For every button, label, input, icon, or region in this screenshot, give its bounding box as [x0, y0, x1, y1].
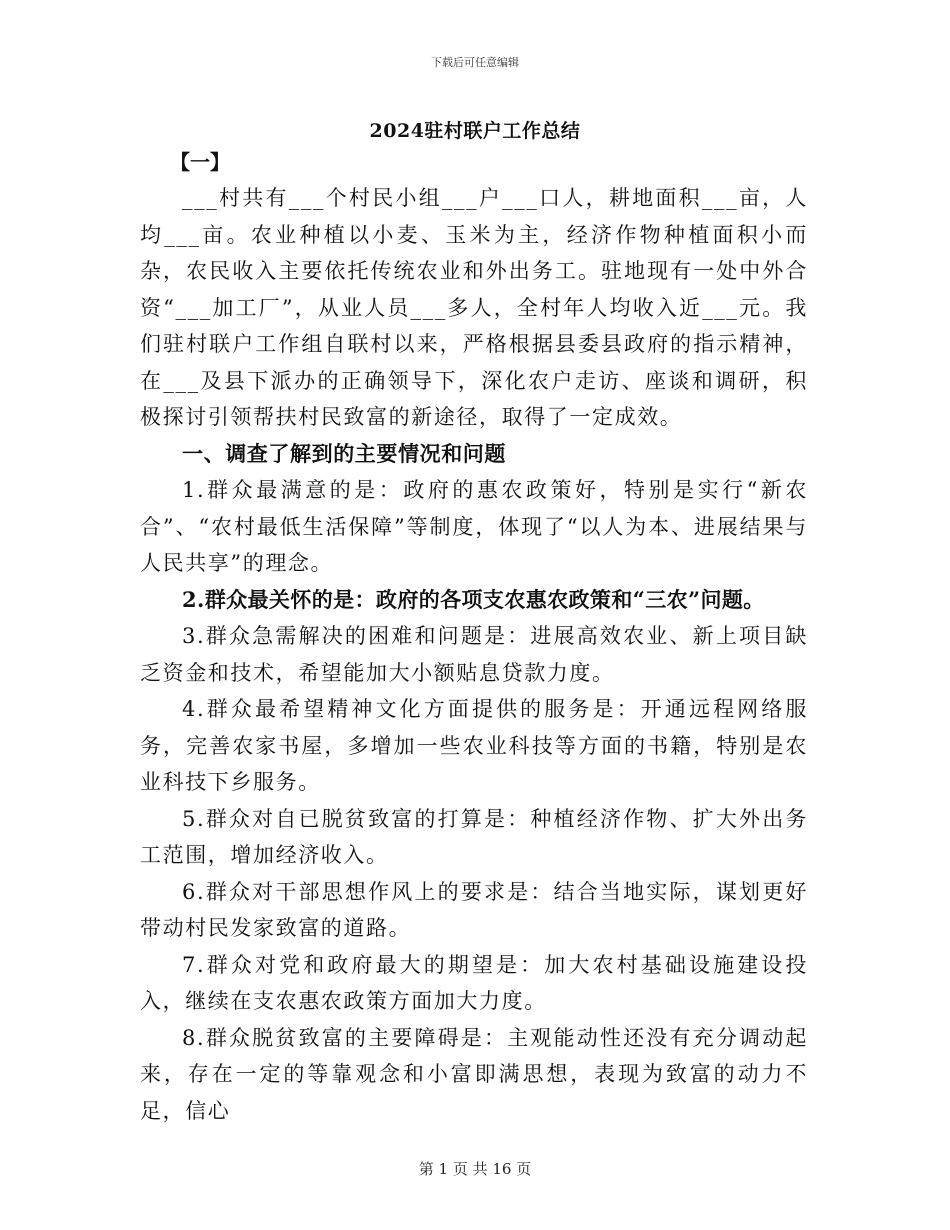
section-marker: 【一】 — [170, 150, 230, 174]
section-heading: 一、调查了解到的主要情况和问题 — [182, 440, 506, 466]
page-number-footer: 第 1 页 共 16 页 — [418, 1160, 532, 1178]
document-body — [140, 180, 808, 1129]
header-note: 下载后可任意编辑 — [431, 56, 519, 69]
list-item: 3.群众急需解决的困难和问题是：进展高效农业、新上项目缺乏资金和技术，希望能加大小额贴息贷款力度。 — [140, 624, 808, 685]
list-item: 4.群众最希望精神文化方面提供的服务是：开通远程网络服务，完善农家书屋，多增加一些农业科技等方面的书籍，特别是农业科技下乡服务。 — [140, 697, 808, 794]
list-item: 2.群众最关怀的是：政府的各项支农惠农政策和“三农”问题。 — [182, 586, 765, 612]
list-item: 8.群众脱贫致富的主要障碍是：主观能动性还没有充分调动起来，存在一定的等靠观念和小富即满思想，表现为致富的动力不足，信心 — [140, 1025, 808, 1123]
intro-paragraph: ___村共有___个村民小组___户___口人，耕地面积___亩，人均___亩。农业种植以小麦、玉米为主，经济作物种植面积小而杂，农民收入主要依托传统农业和外出务工。驻地现有一处中外合资“___加工厂”，从业人员___多人，全村年人均收入近___元。我们驻村联户工作组自联村以来，严格根据县委县政府的指示精神，在___及县下派办的正确领导下，深化农户走访、座谈和调研，积极探讨引领帮扶村民致富的新途径，取得了一定成效。 — [140, 186, 808, 429]
list-item: 1.群众最满意的是：政府的惠农政策好，特别是实行“新农合”、“农村最低生活保障”等制度，体现了“以人为本、进展结果与人民共享”的理念。 — [140, 478, 808, 575]
list-item: 5.群众对自已脱贫致富的打算是：种植经济作物、扩大外出务工范围，增加经济收入。 — [140, 806, 808, 867]
list-item: 6.群众对干部思想作风上的要求是：结合当地实际，谋划更好带动村民发家致富的道路。 — [140, 879, 808, 940]
list-item: 7.群众对党和政府最大的期望是：加大农村基础设施建设投入，继续在支农惠农政策方面加大力度。 — [140, 952, 808, 1013]
document-title: 2024驻村联户工作总结 — [369, 120, 581, 142]
